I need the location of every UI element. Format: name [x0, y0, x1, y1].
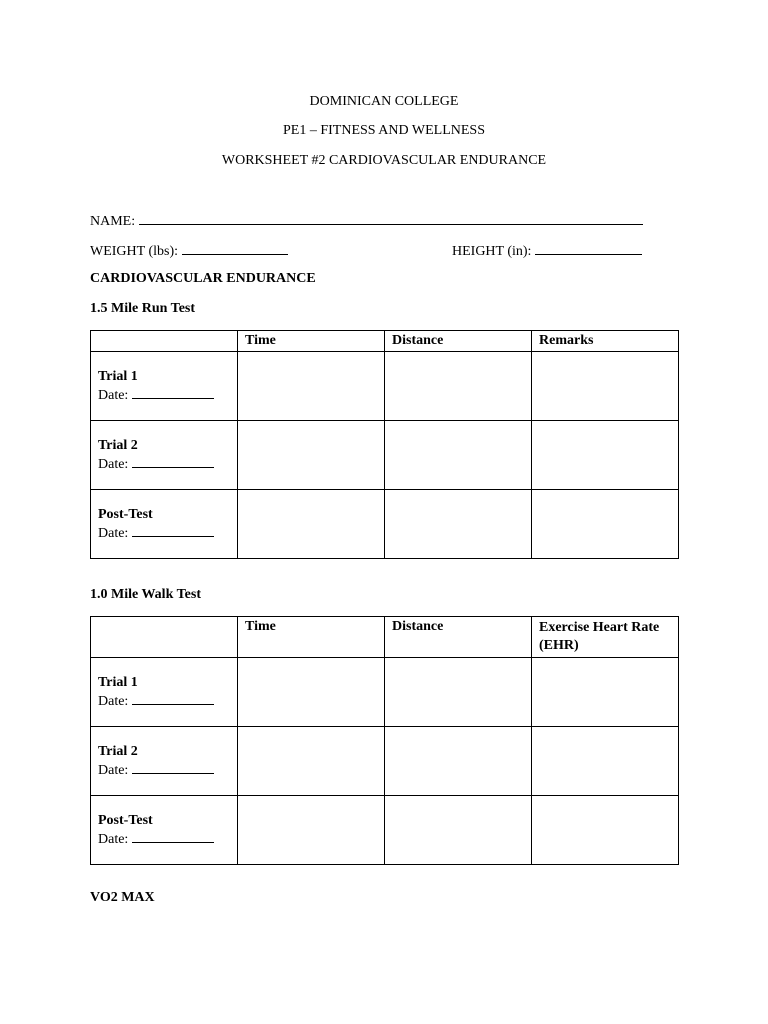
header-cell-distance: Distance [385, 617, 532, 658]
table-row [91, 352, 679, 421]
date-blank[interactable] [132, 455, 214, 468]
run-test-title: 1.5 Mile Run Test [90, 301, 196, 316]
date-field [98, 761, 230, 780]
date-field [98, 455, 230, 474]
ehr-cell[interactable] [532, 796, 679, 865]
name-blank[interactable] [139, 212, 643, 225]
row-label-cell [91, 421, 238, 490]
walk-test-title: 1.0 Mile Walk Test [90, 587, 201, 602]
table-row [91, 658, 679, 727]
distance-cell[interactable] [385, 658, 532, 727]
row-label-cell [91, 796, 238, 865]
remarks-cell[interactable] [532, 352, 679, 421]
weight-field [90, 242, 288, 260]
height-field [452, 242, 642, 260]
row-label-cell [91, 490, 238, 559]
date-label: Date: [98, 762, 129, 778]
time-cell[interactable] [238, 727, 385, 796]
date-label: Date: [98, 693, 129, 709]
ehr-cell[interactable] [532, 727, 679, 796]
distance-cell[interactable] [385, 490, 532, 559]
date-label: Date: [98, 831, 129, 847]
time-cell[interactable] [238, 352, 385, 421]
table-header-row [91, 617, 679, 658]
row-label-cell [91, 352, 238, 421]
time-cell[interactable] [238, 421, 385, 490]
distance-cell[interactable] [385, 421, 532, 490]
trial-label: Trial 2 [98, 743, 138, 759]
table-header-row [91, 331, 679, 352]
time-cell[interactable] [238, 796, 385, 865]
trial-label: Post-Test [98, 812, 153, 828]
table-row [91, 727, 679, 796]
row-label-cell [91, 658, 238, 727]
header-cell-time: Time [238, 331, 385, 352]
height-blank[interactable] [535, 242, 642, 255]
date-field [98, 830, 230, 849]
remarks-cell[interactable] [532, 421, 679, 490]
date-blank[interactable] [132, 830, 214, 843]
date-blank[interactable] [132, 692, 214, 705]
time-cell[interactable] [238, 658, 385, 727]
date-blank[interactable] [132, 524, 214, 537]
worksheet-title: WORKSHEET #2 CARDIOVASCULAR ENDURANCE [221, 153, 547, 168]
header-cell-ehr: Exercise Heart Rate (EHR) [532, 617, 679, 658]
weight-blank[interactable] [182, 242, 288, 255]
header-cell-blank [91, 331, 238, 352]
table-row [91, 421, 679, 490]
vo2-max-title: VO2 MAX [90, 890, 155, 905]
header-cell-blank [91, 617, 238, 658]
college-name: DOMINICAN COLLEGE [309, 94, 459, 109]
distance-cell[interactable] [385, 727, 532, 796]
trial-label: Post-Test [98, 506, 153, 522]
table-row [91, 796, 679, 865]
header-cell-remarks: Remarks [532, 331, 679, 352]
date-field [98, 386, 230, 405]
row-label-cell [91, 727, 238, 796]
height-label: HEIGHT (in): [452, 244, 532, 259]
weight-label: WEIGHT (lbs): [90, 244, 178, 259]
trial-label: Trial 2 [98, 437, 138, 453]
distance-cell[interactable] [385, 352, 532, 421]
section-title: CARDIOVASCULAR ENDURANCE [90, 271, 316, 286]
ehr-cell[interactable] [532, 658, 679, 727]
date-label: Date: [98, 525, 129, 541]
date-field [98, 692, 230, 711]
header-cell-distance: Distance [385, 331, 532, 352]
distance-cell[interactable] [385, 796, 532, 865]
time-cell[interactable] [238, 490, 385, 559]
table-row [91, 490, 679, 559]
walk-test-table [90, 616, 679, 865]
remarks-cell[interactable] [532, 490, 679, 559]
trial-label: Trial 1 [98, 674, 138, 690]
date-blank[interactable] [132, 761, 214, 774]
date-field [98, 524, 230, 543]
trial-label: Trial 1 [98, 368, 138, 384]
name-field [90, 212, 643, 230]
course-title: PE1 – FITNESS AND WELLNESS [283, 123, 485, 138]
date-blank[interactable] [132, 386, 214, 399]
date-label: Date: [98, 456, 129, 472]
run-test-table [90, 330, 679, 559]
name-label: NAME: [90, 214, 136, 229]
date-label: Date: [98, 387, 129, 403]
header-cell-time: Time [238, 617, 385, 658]
